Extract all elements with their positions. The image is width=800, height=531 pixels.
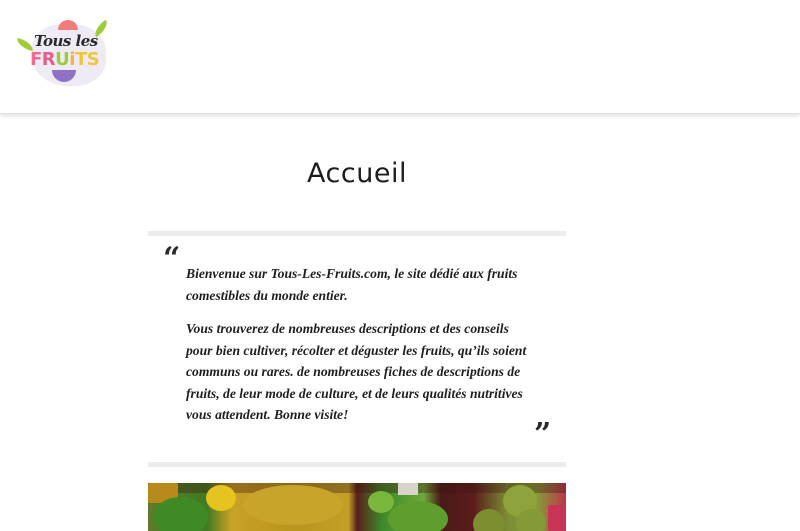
- hero-image-fruit-market: [148, 483, 566, 531]
- green-beans-shape: [153, 497, 208, 531]
- logo-letter: T: [74, 49, 87, 70]
- breadfruit-shape: [473, 509, 505, 531]
- site-logo[interactable]: [14, 18, 110, 88]
- quote-paragraph-welcome: Bienvenue sur Tous-Les-Fruits.com, le site dédié aux fruits comestibles du monde entier.: [186, 266, 518, 303]
- logo-text-tous-les: Tous les: [34, 32, 98, 50]
- logo-letter: i: [69, 49, 75, 70]
- page-title: Accueil: [307, 158, 407, 189]
- site-header: [0, 0, 800, 114]
- lime-shape: [368, 491, 394, 513]
- packet-shape: [548, 505, 566, 531]
- banana-shape: [206, 485, 236, 511]
- logo-text-fruits: [30, 49, 99, 70]
- quote-border-top: [148, 231, 566, 236]
- quote-body: [186, 263, 536, 426]
- limes-shape: [388, 501, 448, 531]
- bananas-shape: [243, 485, 343, 525]
- breadfruit-shape: [516, 509, 546, 531]
- logo-letter: R: [41, 49, 56, 70]
- pillar-shape: [398, 483, 418, 495]
- quote-border-bottom: [148, 462, 566, 467]
- logo-letter: F: [30, 49, 42, 70]
- quote-open-icon: “: [163, 241, 181, 276]
- grapefruit-icon: [58, 20, 78, 30]
- quote-paragraph-description: Vous trouverez de nombreuses descriptions et des conseils pour bien cultiver, récolter et déguster les fruits, qu’ils soient communs ou rares. de nombreuses fiches de descriptions de fruits, de leur mode de culture, et de leurs qualités nutritives vous attendent. Bonne visite!: [186, 321, 527, 422]
- logo-letter: U: [55, 49, 70, 70]
- quote-close-icon: ”: [534, 417, 552, 452]
- logo-letter: S: [86, 49, 100, 70]
